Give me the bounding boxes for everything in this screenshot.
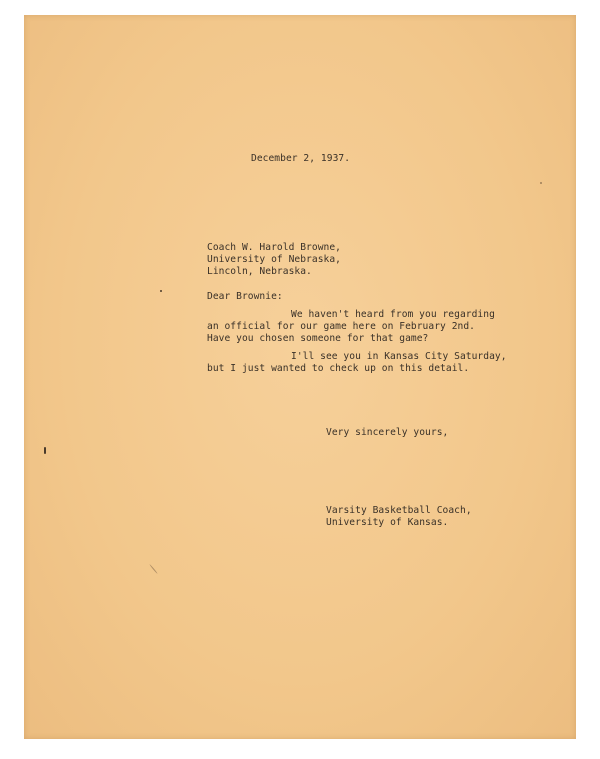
paragraph2-line2: but I just wanted to check up on this detail. — [207, 363, 470, 374]
paragraph2-line1: I'll see you in Kansas City Saturday, — [291, 351, 507, 362]
paper-speck — [540, 182, 542, 184]
salutation: Dear Brownie: — [207, 291, 283, 302]
recipient-institution: University of Nebraska, — [207, 254, 341, 265]
paragraph1-line1: We haven't heard from you regarding — [291, 309, 495, 320]
paper-speck — [149, 564, 157, 574]
paragraph1-line3: Have you chosen someone for that game? — [207, 333, 429, 344]
paper-speck — [160, 290, 162, 292]
closing: Very sincerely yours, — [326, 427, 449, 438]
signature-institution: University of Kansas. — [326, 517, 449, 528]
paper-speck — [44, 447, 46, 454]
letter-page — [24, 15, 576, 739]
recipient-name: Coach W. Harold Browne, — [207, 242, 341, 253]
signature-title: Varsity Basketball Coach, — [326, 505, 472, 516]
letter-date: December 2, 1937. — [251, 153, 351, 164]
recipient-city: Lincoln, Nebraska. — [207, 266, 312, 277]
paragraph1-line2: an official for our game here on February 2nd. — [207, 321, 475, 332]
